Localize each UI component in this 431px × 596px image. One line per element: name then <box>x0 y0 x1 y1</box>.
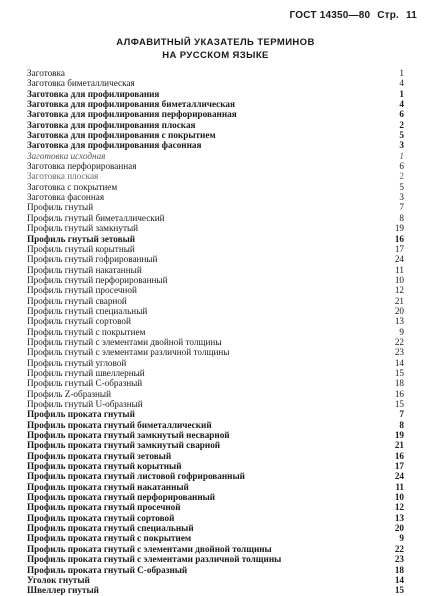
term-text: Заготовка для профилирования плоская <box>27 119 196 130</box>
term-page-number: 9 <box>399 533 404 544</box>
term-row <box>27 99 404 109</box>
term-text: Профиль проката гнутый <box>27 409 135 420</box>
term-text: Заготовка для профилирования биметаллическая <box>27 99 235 110</box>
term-row <box>27 306 404 316</box>
term-text: Профиль проката гнутый замкнутый несварной <box>27 430 230 441</box>
term-row <box>27 192 404 202</box>
term-text: Профиль гнутый сварной <box>27 295 127 306</box>
term-text: Профиль гнутый швеллерный <box>27 367 145 378</box>
term-page-number: 9 <box>399 326 404 337</box>
term-row <box>27 533 404 543</box>
term-row <box>27 120 404 130</box>
term-text: Профиль гнутый корытный <box>27 243 135 254</box>
term-page-number: 16 <box>394 388 404 399</box>
term-text: Профиль гнутый угловой <box>27 357 127 368</box>
page-number: 11 <box>406 10 417 21</box>
index-title-line-1: АЛФАВИТНЫЙ УКАЗАТЕЛЬ ТЕРМИНОВ <box>116 37 315 48</box>
term-row <box>27 161 404 171</box>
term-page-number: 13 <box>394 316 404 327</box>
term-page-number: 8 <box>399 419 404 430</box>
term-page-number: 2 <box>399 119 404 130</box>
term-row <box>27 358 404 368</box>
term-page-number: 23 <box>394 347 404 358</box>
term-row <box>27 337 404 347</box>
term-row <box>27 368 404 378</box>
term-page-number: 7 <box>399 202 404 213</box>
term-page-number: 21 <box>394 295 404 306</box>
term-row <box>27 130 404 140</box>
term-row <box>27 347 404 357</box>
term-row <box>27 265 404 275</box>
term-row <box>27 440 404 450</box>
term-text: Профиль проката гнутый специальный <box>27 523 194 534</box>
term-page-number: 18 <box>394 564 404 575</box>
term-text: Профиль проката гнутый С-образный <box>27 564 188 575</box>
page-header <box>286 10 417 21</box>
term-page-number: 16 <box>394 450 404 461</box>
term-text: Заготовка <box>27 68 65 78</box>
term-page-number: 5 <box>399 130 404 141</box>
term-page-number: 10 <box>394 274 404 285</box>
term-text: Профиль проката гнутый с покрытием <box>27 533 192 544</box>
term-text: Профиль проката гнутый корытный <box>27 461 182 472</box>
term-row <box>27 234 404 244</box>
term-text: Заготовка плоская <box>27 171 99 182</box>
term-page-number: 17 <box>394 461 404 472</box>
term-page-number: 3 <box>399 192 404 203</box>
term-row <box>27 471 404 481</box>
term-page-number: 7 <box>399 409 404 420</box>
term-text: Профиль проката гнутый с элементами двойной толщины <box>27 543 272 554</box>
term-text: Заготовка исходная <box>27 150 106 161</box>
term-page-number: 16 <box>394 233 404 244</box>
term-text: Заготовка для профилирования <box>27 88 160 99</box>
term-row <box>27 420 404 430</box>
term-row <box>27 575 404 585</box>
term-page-number: 14 <box>394 574 404 585</box>
term-row <box>27 182 404 192</box>
term-row <box>27 513 404 523</box>
term-row <box>27 389 404 399</box>
term-text: Заготовка для профилирования перфорированная <box>27 109 237 120</box>
term-row <box>27 223 404 233</box>
term-row <box>27 399 404 409</box>
term-page-number: 15 <box>394 399 404 409</box>
term-text: Профиль гнутый с элементами двойной толщины <box>27 336 222 347</box>
index-title-line-2: НА РУССКОМ ЯЗЫКЕ <box>162 50 269 61</box>
term-text: Профиль Z-образный <box>27 388 112 399</box>
term-text: Профиль проката гнутый просечной <box>27 502 181 513</box>
term-row <box>27 554 404 564</box>
term-row <box>27 565 404 575</box>
term-page-number: 1 <box>399 88 404 99</box>
term-page-number: 14 <box>394 357 404 368</box>
term-text: Профиль гнутый специальный <box>27 305 148 316</box>
term-text: Профиль гнутый U-образный <box>27 399 143 409</box>
term-page-number: 11 <box>395 264 404 275</box>
term-page-number: 22 <box>394 543 404 554</box>
term-page-number: 17 <box>394 243 404 254</box>
term-text: Профиль проката гнутый листовой гофрированный <box>27 471 245 482</box>
term-text: Профиль проката гнутый биметаллический <box>27 419 212 430</box>
term-page-number: 23 <box>394 554 404 565</box>
term-page-number: 21 <box>394 440 404 451</box>
term-text: Профиль проката гнутый замкнутый сварной <box>27 440 221 451</box>
term-row <box>27 109 404 119</box>
term-page-number: 4 <box>399 78 404 89</box>
term-page-number: 20 <box>394 523 404 534</box>
term-page-number: 1 <box>399 150 404 161</box>
term-row <box>27 378 404 388</box>
term-text: Профиль гнутый С-образный <box>27 378 143 389</box>
term-page-number: 2 <box>399 171 404 182</box>
term-page-number: 24 <box>394 254 404 265</box>
term-row <box>27 151 404 161</box>
term-page-number: 8 <box>399 212 404 223</box>
term-row <box>27 244 404 254</box>
term-page-number: 6 <box>399 109 404 120</box>
term-row <box>27 213 404 223</box>
term-page-number: 18 <box>394 378 404 389</box>
term-page-number: 22 <box>394 336 404 347</box>
term-page-number: 15 <box>394 585 404 596</box>
term-text: Заготовка с покрытием <box>27 181 118 192</box>
term-text: Профиль проката гнутый сортовой <box>27 512 175 523</box>
term-page-number: 19 <box>394 430 404 441</box>
term-row <box>27 502 404 512</box>
term-text: Профиль гнутый зетовый <box>27 233 136 244</box>
page-label: Стр. <box>377 10 400 21</box>
term-row <box>27 140 404 150</box>
term-text: Профиль гнутый перфорированный <box>27 274 168 285</box>
term-text: Профиль проката гнутый зетовый <box>27 450 172 461</box>
term-text: Профиль гнутый с элементами различной толщины <box>27 347 230 358</box>
term-row <box>27 544 404 554</box>
term-text: Профиль гнутый просечной <box>27 285 137 296</box>
term-row <box>27 327 404 337</box>
term-row <box>27 492 404 502</box>
term-page-number: 11 <box>395 481 404 492</box>
term-index-list <box>27 68 404 596</box>
term-text: Профиль гнутый с покрытием <box>27 326 146 337</box>
term-page-number: 15 <box>394 367 404 378</box>
term-row <box>27 316 404 326</box>
term-page-number: 10 <box>394 492 404 503</box>
term-text: Профиль проката гнутый с элементами различной толщины <box>27 554 282 565</box>
term-text: Профиль гнутый замкнутый <box>27 223 139 234</box>
term-page-number: 13 <box>394 512 404 523</box>
term-text: Заготовка биметаллическая <box>27 78 135 89</box>
term-row <box>27 254 404 264</box>
term-text: Заготовка для профилирования с покрытием <box>27 130 216 141</box>
term-row <box>27 585 404 595</box>
term-page-number: 20 <box>394 305 404 316</box>
term-text: Заготовка фасонная <box>27 192 105 203</box>
term-page-number: 12 <box>394 502 404 513</box>
term-row <box>27 78 404 88</box>
term-row <box>27 202 404 212</box>
term-page-number: 3 <box>399 140 404 151</box>
term-page-number: 12 <box>394 285 404 296</box>
term-page-number: 4 <box>399 99 404 110</box>
term-row <box>27 275 404 285</box>
term-row <box>27 482 404 492</box>
term-row <box>27 430 404 440</box>
term-text: Заготовка для профилирования фасонная <box>27 140 202 151</box>
term-row <box>27 296 404 306</box>
term-text: Заготовка перфорированная <box>27 161 137 172</box>
term-page-number: 24 <box>394 471 404 482</box>
term-row <box>27 523 404 533</box>
term-text: Профиль гнутый накатанный <box>27 264 142 275</box>
term-row <box>27 409 404 419</box>
term-page-number: 19 <box>394 223 404 234</box>
term-text: Швеллер гнутый <box>27 585 99 596</box>
term-page-number: 5 <box>399 181 404 192</box>
term-row <box>27 285 404 295</box>
term-text: Профиль гнутый биметаллический <box>27 212 165 223</box>
term-row <box>27 89 404 99</box>
term-page-number: 1 <box>399 68 404 78</box>
term-text: Профиль гнутый гофрированный <box>27 254 158 265</box>
standard-designation: ГОСТ 14350—80 <box>289 10 371 21</box>
term-page-number: 6 <box>399 161 404 172</box>
term-row <box>27 451 404 461</box>
term-text: Уголок гнутый <box>27 574 90 585</box>
term-row <box>27 171 404 181</box>
term-text: Профиль гнутый сортовой <box>27 316 131 327</box>
term-row <box>27 68 404 78</box>
term-text: Профиль гнутый <box>27 202 94 213</box>
term-row <box>27 461 404 471</box>
term-text: Профиль проката гнутый накатанный <box>27 481 189 492</box>
term-text: Профиль проката гнутый перфорированный <box>27 492 216 503</box>
